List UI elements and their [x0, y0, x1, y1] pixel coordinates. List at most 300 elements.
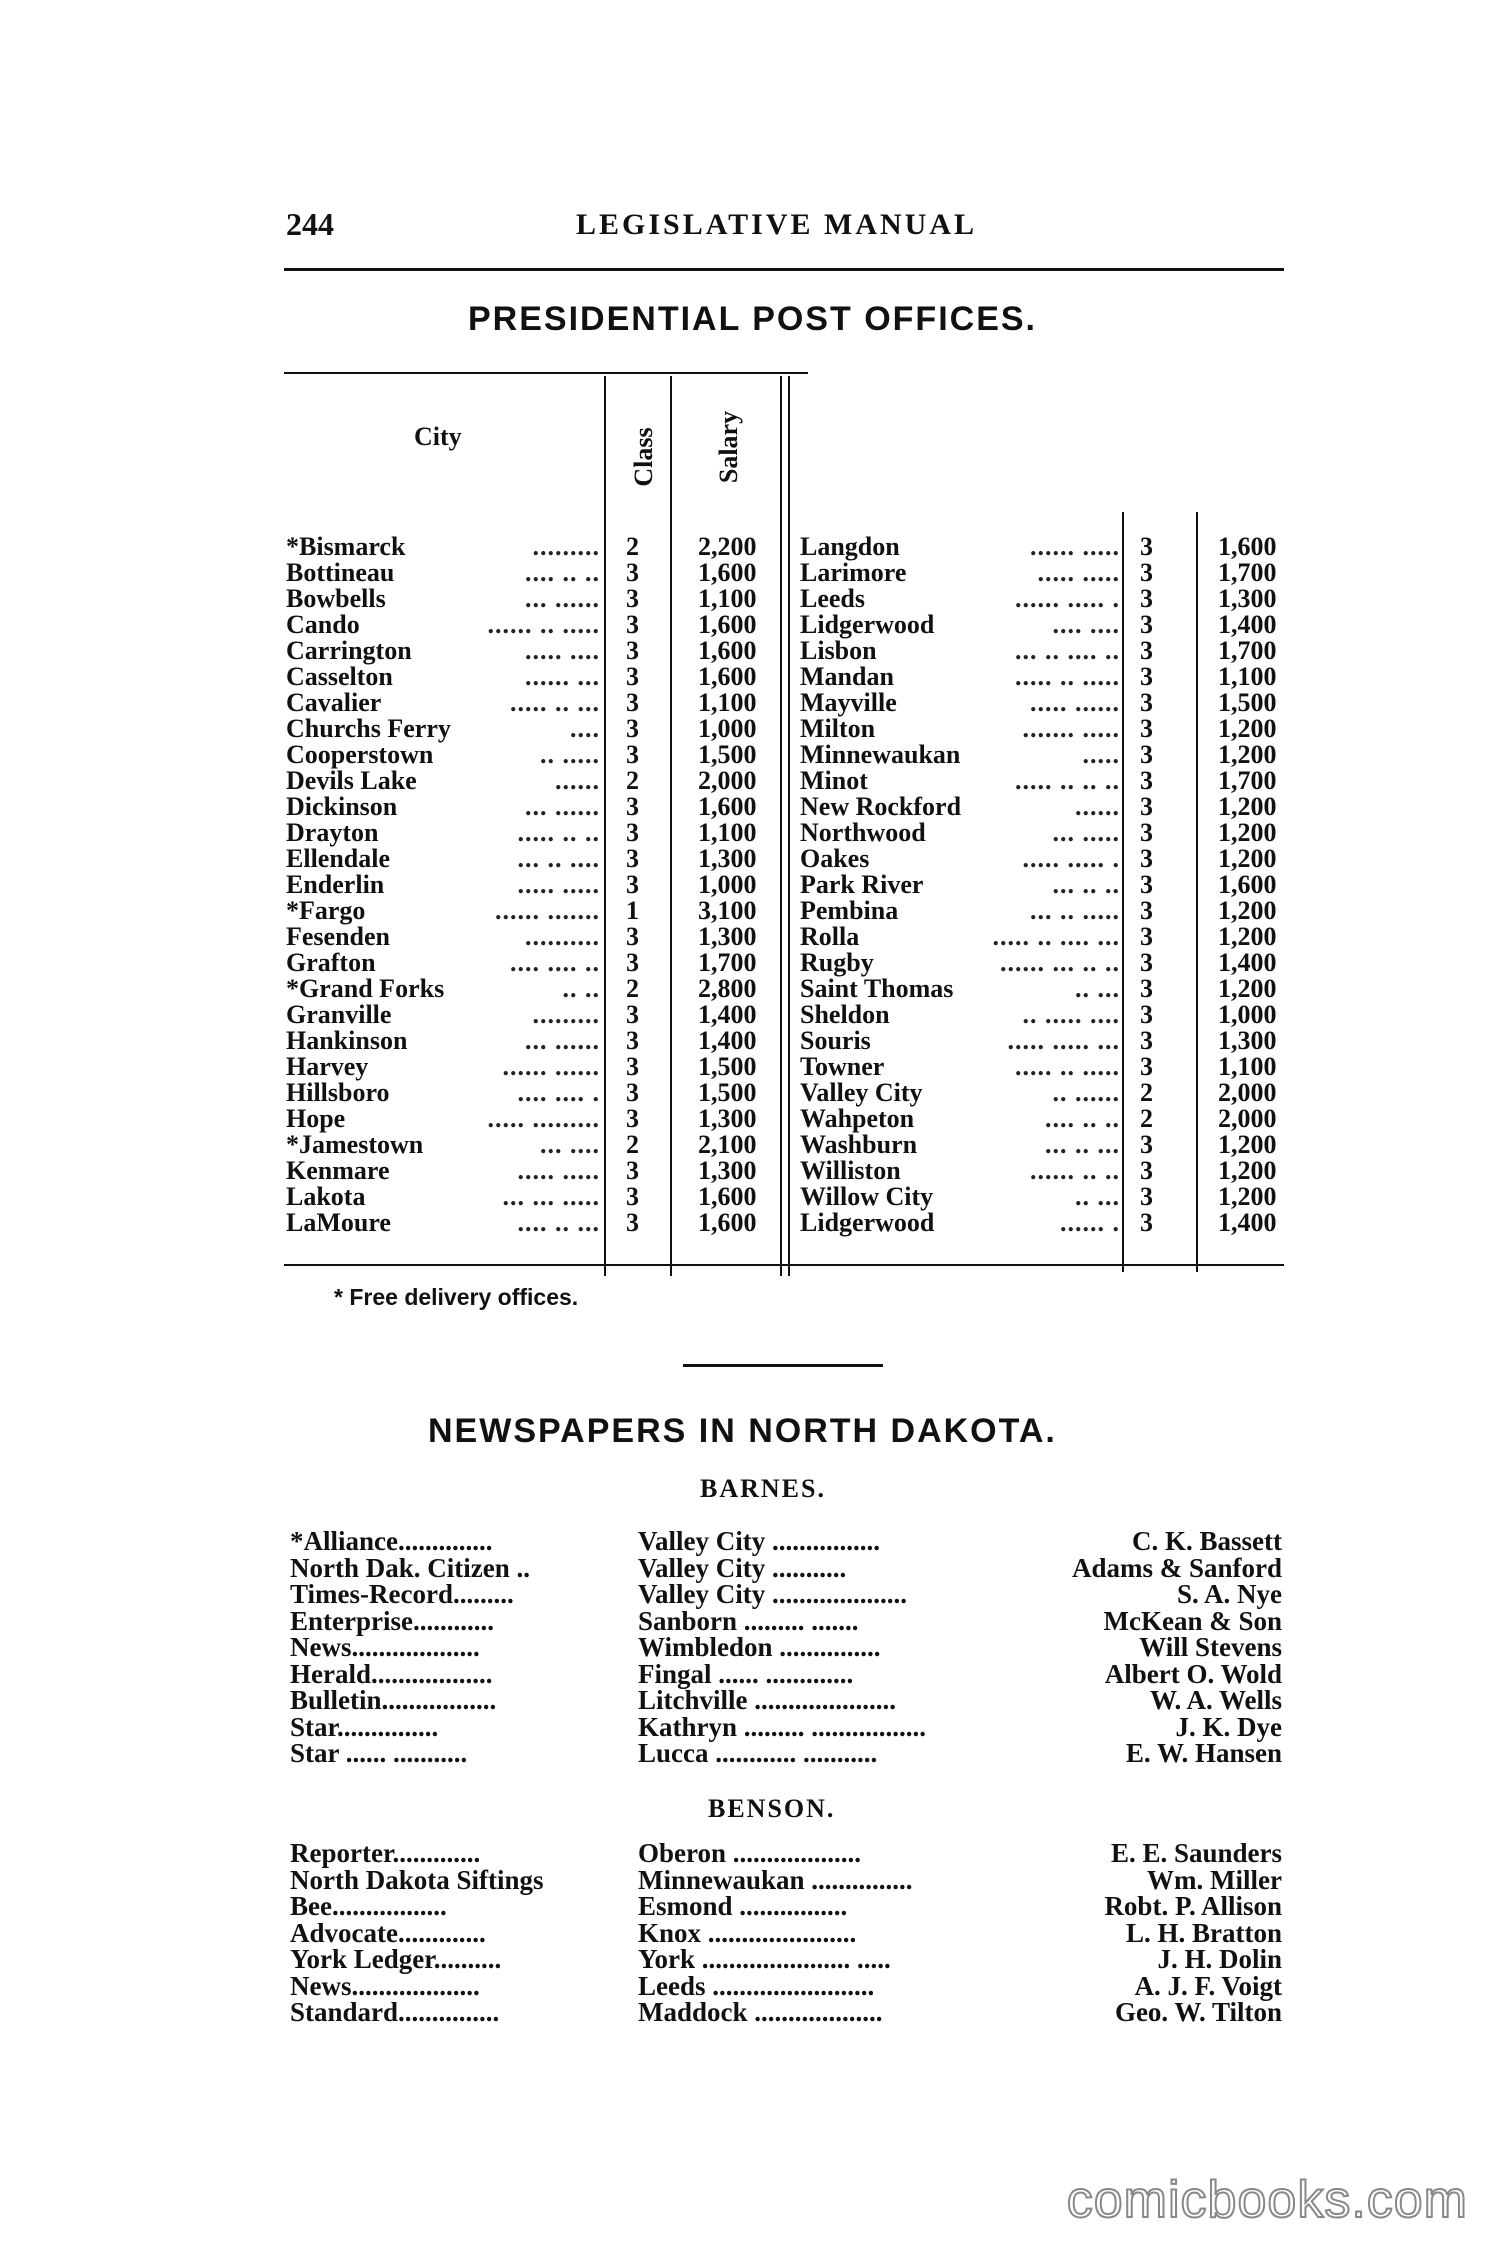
leader-dots: ... .. ..... [1030, 896, 1120, 925]
post-office-row [286, 1158, 786, 1184]
post-office-row [800, 1054, 1284, 1080]
city-name: Park River [800, 870, 924, 899]
city-name: Cavalier [286, 688, 382, 717]
post-office-row [800, 638, 1284, 664]
newspaper-row [290, 1581, 1282, 1608]
newspaper-owner: E. E. Saunders [1110, 1838, 1282, 1868]
class-value: 2 [1140, 1104, 1153, 1133]
leader-dots: .. ... [1075, 1182, 1120, 1211]
post-office-row [286, 1210, 786, 1236]
newspaper-name: News................... [290, 1970, 480, 2001]
salary-value: 1,200 [1218, 1130, 1277, 1159]
newspaper-name: Reporter............. [290, 1838, 481, 1868]
newspaper-town: Leeds ........................ [638, 1970, 875, 2001]
newspaper-name: Herald.................. [290, 1658, 493, 1689]
post-office-row [286, 1106, 786, 1132]
newspaper-name: Standard............... [290, 1997, 500, 2027]
class-value: 3 [1140, 1000, 1153, 1029]
salary-value: 1,100 [1218, 1052, 1277, 1081]
post-office-row [800, 742, 1284, 768]
post-office-row [800, 1184, 1284, 1210]
salary-value: 1,300 [698, 844, 757, 873]
city-name: Milton [800, 714, 876, 743]
newspaper-town: Valley City ........... [638, 1552, 847, 1583]
city-name: Devils Lake [286, 766, 417, 795]
salary-value: 1,000 [698, 714, 757, 743]
salary-value: 1,400 [1218, 948, 1277, 977]
post-office-row [286, 872, 786, 898]
leader-dots: ..... ......... [487, 1104, 600, 1133]
class-value: 3 [1140, 1026, 1153, 1055]
leader-dots: .......... [525, 922, 600, 951]
leader-dots: ..... ...... [1030, 688, 1120, 717]
salary-value: 1,700 [1218, 558, 1277, 587]
leader-dots: .... .... . [517, 1078, 600, 1107]
city-name: Enderlin [286, 870, 385, 899]
newspaper-town: York ...................... ..... [638, 1944, 891, 1974]
class-value: 3 [1140, 766, 1153, 795]
salary-value: 1,400 [1218, 610, 1277, 639]
city-name: Casselton [286, 662, 393, 691]
leader-dots: .. ..... [540, 740, 600, 769]
newspaper-row [290, 1687, 1282, 1714]
leader-dots: ..... ..... . [1022, 844, 1120, 873]
salary-value: 1,200 [1218, 974, 1277, 1003]
leader-dots: ...... ...... [502, 1052, 600, 1081]
newspaper-row [290, 1946, 1282, 1973]
salary-value: 1,600 [698, 1182, 757, 1211]
salary-value: 1,300 [698, 1104, 757, 1133]
post-office-row [286, 1132, 786, 1158]
post-office-row [800, 586, 1284, 612]
class-value: 3 [1140, 558, 1153, 587]
class-value: 3 [626, 1156, 639, 1185]
class-value: 3 [626, 740, 639, 769]
class-value: 2 [626, 974, 639, 1003]
salary-value: 1,200 [1218, 714, 1277, 743]
leader-dots: ...... ... .. .. [1000, 948, 1120, 977]
city-name: *Bismarck [286, 532, 406, 561]
city-name: *Fargo [286, 896, 366, 925]
class-value: 3 [626, 1052, 639, 1081]
class-value: 3 [1140, 922, 1153, 951]
class-value: 3 [1140, 636, 1153, 665]
newspaper-name: North Dak. Citizen .. [290, 1552, 530, 1583]
post-office-row [800, 794, 1284, 820]
class-value: 3 [626, 870, 639, 899]
newspaper-owner: J. H. Dolin [1157, 1944, 1282, 1974]
post-office-row [800, 976, 1284, 1002]
leader-dots: ..... .. .. [517, 818, 600, 847]
post-office-row [286, 768, 786, 794]
city-name: Mandan [800, 662, 894, 691]
newspaper-name: Bulletin................. [290, 1685, 497, 1715]
newspaper-row [290, 1917, 1282, 1948]
leader-dots: ..... .. ..... [1015, 1052, 1120, 1081]
barnes-newspaper-list [290, 1528, 1282, 1767]
table-top-rule [284, 372, 808, 374]
city-name: Pembina [800, 896, 899, 925]
post-office-row [286, 950, 786, 976]
city-name: Lisbon [800, 636, 877, 665]
page-number: 244 [286, 206, 334, 242]
leader-dots: ......... [532, 1000, 600, 1029]
leader-dots: .... .. ... [517, 1208, 600, 1237]
newspaper-owner: Wm. Miller [1147, 1864, 1282, 1895]
post-office-row [800, 690, 1284, 716]
city-name: Minot [800, 766, 868, 795]
newspaper-town: Valley City .................... [638, 1579, 907, 1609]
city-name: Lakota [286, 1182, 366, 1211]
post-office-row [286, 898, 786, 924]
leader-dots: ...... ..... [1030, 532, 1120, 561]
city-name: Dickinson [286, 792, 398, 821]
salary-value: 1,200 [1218, 1182, 1277, 1211]
leader-dots: .. ...... [1052, 1078, 1120, 1107]
post-office-row [286, 1002, 786, 1028]
post-office-row [286, 976, 786, 1002]
city-name: Rolla [800, 922, 860, 951]
salary-value: 1,000 [1218, 1000, 1277, 1029]
salary-value: 1,100 [698, 584, 757, 613]
post-office-row [800, 612, 1284, 638]
salary-value: 1,200 [1218, 896, 1277, 925]
city-name: Ellendale [286, 844, 391, 873]
salary-value: 2,000 [1218, 1078, 1277, 1107]
leader-dots: ... ..... [1052, 818, 1120, 847]
newspaper-name: *Alliance.............. [290, 1526, 493, 1556]
class-value: 2 [626, 766, 639, 795]
newspaper-name: News................... [290, 1632, 480, 1662]
salary-value: 1,400 [698, 1000, 757, 1029]
post-office-row [286, 1184, 786, 1210]
newspaper-row [290, 1634, 1282, 1661]
city-name: Oakes [800, 844, 870, 873]
post-office-row [800, 1080, 1284, 1106]
post-office-row [286, 794, 786, 820]
newspaper-town: Esmond ................ [638, 1891, 848, 1921]
newspaper-row [290, 1864, 1282, 1895]
class-value: 3 [626, 1026, 639, 1055]
salary-value: 3,100 [698, 896, 757, 925]
leader-dots: .... .... [1052, 610, 1120, 639]
leader-dots: ...... ....... [495, 896, 600, 925]
salary-value: 1,100 [1218, 662, 1277, 691]
class-value: 3 [1140, 792, 1153, 821]
newspaper-row [290, 1552, 1282, 1583]
post-office-row [800, 924, 1284, 950]
post-office-row [286, 846, 786, 872]
class-value: 3 [1140, 584, 1153, 613]
city-name: Carrington [286, 636, 412, 665]
newspaper-town: Minnewaukan ............... [638, 1864, 913, 1895]
city-name: Williston [800, 1156, 901, 1185]
salary-value: 1,300 [698, 922, 757, 951]
leader-dots: ... .. .... .. [1015, 636, 1120, 665]
newspaper-owner: McKean & Son [1103, 1605, 1282, 1636]
class-value: 3 [1140, 740, 1153, 769]
class-value: 3 [626, 818, 639, 847]
page-header [286, 206, 1276, 246]
newspaper-name: Star ...... ........... [290, 1738, 468, 1768]
city-name: Bowbells [286, 584, 386, 613]
left-city-list [286, 534, 786, 1236]
salary-value: 1,300 [1218, 1026, 1277, 1055]
salary-value: 1,500 [1218, 688, 1277, 717]
post-office-row [800, 820, 1284, 846]
leader-dots: ...... ... [525, 662, 600, 691]
city-name: Lidgerwood [800, 610, 935, 639]
newspaper-name: Times-Record......... [290, 1579, 514, 1609]
leader-dots: ..... .... [525, 636, 600, 665]
post-office-row [286, 742, 786, 768]
class-value: 3 [1140, 818, 1153, 847]
leader-dots: .. .. [562, 974, 600, 1003]
newspaper-town: Fingal ...... ............. [638, 1658, 854, 1689]
leader-dots: ...... [555, 766, 600, 795]
table-bottom-rule [284, 1264, 1284, 1266]
class-value: 1 [626, 896, 639, 925]
leader-dots: ... .. .... [517, 844, 600, 873]
city-name: Willow City [800, 1182, 934, 1211]
class-value: 3 [1140, 844, 1153, 873]
city-name: Lidgerwood [800, 1208, 935, 1237]
newspaper-row [290, 1740, 1282, 1767]
newspaper-row [290, 1711, 1282, 1742]
city-name: Valley City [800, 1078, 923, 1107]
salary-value: 1,200 [1218, 818, 1277, 847]
newspaper-town: Kathryn ......... ................. [638, 1711, 927, 1742]
post-office-row [286, 612, 786, 638]
post-office-row [800, 1028, 1284, 1054]
salary-value: 1,200 [1218, 844, 1277, 873]
newspaper-row [290, 1658, 1282, 1689]
city-name: Leeds [800, 584, 865, 613]
newspaper-owner: Albert O. Wold [1104, 1658, 1282, 1689]
newspaper-name: Star............... [290, 1711, 439, 1742]
leader-dots: ...... ..... . [1015, 584, 1120, 613]
newspaper-name: Advocate............. [290, 1917, 486, 1948]
class-value: 3 [626, 584, 639, 613]
newspaper-town: Maddock ................... [638, 1997, 883, 2027]
class-value: 3 [626, 1182, 639, 1211]
newspaper-town: Sanborn ......... ....... [638, 1605, 859, 1636]
leader-dots: ...... .. .. [1030, 1156, 1120, 1185]
leader-dots: ... ...... [525, 1026, 600, 1055]
county-heading-benson: BENSON. [708, 1794, 836, 1823]
leader-dots: ..... ..... [517, 1156, 600, 1185]
newspaper-owner: L. H. Bratton [1125, 1917, 1282, 1948]
class-value: 3 [1140, 1052, 1153, 1081]
post-office-row [286, 1054, 786, 1080]
post-offices-table [284, 372, 1284, 1252]
city-name: Towner [800, 1052, 885, 1081]
salary-value: 1,200 [1218, 740, 1277, 769]
leader-dots: ..... ..... ... [1007, 1026, 1120, 1055]
class-value: 3 [1140, 688, 1153, 717]
post-office-row [286, 716, 786, 742]
salary-value: 2,200 [698, 532, 757, 561]
leader-dots: ... .. ... [1045, 1130, 1120, 1159]
post-office-row [286, 924, 786, 950]
post-office-row [286, 560, 786, 586]
leader-dots: ... .. .. [1052, 870, 1120, 899]
salary-value: 1,000 [698, 870, 757, 899]
salary-value: 2,100 [698, 1130, 757, 1159]
city-name: *Grand Forks [286, 974, 445, 1003]
newspaper-owner: Geo. W. Tilton [1114, 1997, 1282, 2027]
class-value: 3 [626, 714, 639, 743]
leader-dots: ... ...... [525, 792, 600, 821]
class-value: 2 [626, 1130, 639, 1159]
class-value: 3 [1140, 532, 1153, 561]
salary-value: 1,200 [1218, 922, 1277, 951]
post-office-row [800, 950, 1284, 976]
salary-value: 1,600 [1218, 870, 1277, 899]
post-office-row [286, 1080, 786, 1106]
footnote: * Free delivery offices. [334, 1284, 579, 1310]
newspaper-town: Valley City ................ [638, 1526, 880, 1556]
post-office-row [286, 690, 786, 716]
class-value: 3 [626, 688, 639, 717]
salary-value: 1,700 [1218, 766, 1277, 795]
leader-dots: ..... [1082, 740, 1120, 769]
class-value: 3 [626, 1000, 639, 1029]
post-office-row [800, 664, 1284, 690]
city-name: Cando [286, 610, 360, 639]
city-name: Kenmare [286, 1156, 390, 1185]
salary-value: 1,200 [1218, 792, 1277, 821]
newspaper-name: Enterprise............ [290, 1605, 494, 1636]
newspaper-row [290, 1605, 1282, 1636]
class-value: 3 [626, 1208, 639, 1237]
leader-dots: ... ... ..... [502, 1182, 600, 1211]
newspaper-owner: S. A. Nye [1176, 1579, 1282, 1609]
newspaper-owner: J. K. Dye [1175, 1711, 1282, 1742]
class-value: 3 [626, 792, 639, 821]
post-office-row [800, 898, 1284, 924]
city-name: *Jamestown [286, 1130, 424, 1159]
city-name: Larimore [800, 558, 907, 587]
newspaper-town: Knox ...................... [638, 1917, 857, 1948]
class-value: 3 [626, 1104, 639, 1133]
city-column-header: City [414, 422, 462, 451]
leader-dots: ...... [1075, 792, 1120, 821]
newspaper-town: Litchville ..................... [638, 1685, 896, 1715]
class-value: 3 [1140, 974, 1153, 1003]
salary-value: 1,400 [1218, 1208, 1277, 1237]
newspaper-row [290, 1528, 1282, 1555]
newspaper-town: Wimbledon ............... [638, 1632, 881, 1662]
salary-value: 1,300 [1218, 584, 1277, 613]
leader-dots: ..... .. ... [510, 688, 600, 717]
class-value: 3 [1140, 948, 1153, 977]
class-value: 3 [1140, 1156, 1153, 1185]
post-office-row [800, 872, 1284, 898]
newspaper-owner: Robt. P. Allison [1104, 1891, 1282, 1921]
class-value: 3 [1140, 896, 1153, 925]
newspapers-title: NEWSPAPERS IN NORTH DAKOTA. [428, 1412, 1057, 1450]
leader-dots: .. ..... .... [1022, 1000, 1120, 1029]
class-value: 3 [626, 610, 639, 639]
post-office-row [800, 1002, 1284, 1028]
salary-value: 1,600 [698, 662, 757, 691]
post-office-row [800, 1158, 1284, 1184]
leader-dots: ..... ..... [1037, 558, 1120, 587]
newspaper-owner: Will Stevens [1139, 1632, 1282, 1662]
class-value: 3 [626, 1078, 639, 1107]
city-name: Fesenden [286, 922, 390, 951]
class-value: 2 [626, 532, 639, 561]
salary-value: 2,000 [1218, 1104, 1277, 1133]
class-value: 3 [1140, 1182, 1153, 1211]
leader-dots: .... .. .. [525, 558, 600, 587]
city-name: Sheldon [800, 1000, 890, 1029]
salary-value: 1,200 [1218, 1156, 1277, 1185]
class-value: 3 [626, 948, 639, 977]
watermark: comicbooks.com [1066, 2171, 1468, 2229]
class-value: 3 [1140, 870, 1153, 899]
post-office-row [286, 638, 786, 664]
salary-value: 1,300 [698, 1156, 757, 1185]
city-name: Churchs Ferry [286, 714, 451, 743]
post-office-row [286, 534, 786, 560]
class-value: 3 [1140, 610, 1153, 639]
leader-dots: ..... .. .... ... [992, 922, 1120, 951]
salary-value: 1,500 [698, 740, 757, 769]
class-value: 3 [1140, 1130, 1153, 1159]
city-name: Langdon [800, 532, 900, 561]
class-value: 3 [626, 662, 639, 691]
salary-value: 1,700 [1218, 636, 1277, 665]
leader-dots: ... ...... [525, 584, 600, 613]
leader-dots: .... .... .. [510, 948, 600, 977]
salary-value: 1,600 [698, 636, 757, 665]
salary-value: 1,700 [698, 948, 757, 977]
newspaper-owner: W. A. Wells [1149, 1685, 1282, 1715]
class-value: 3 [1140, 662, 1153, 691]
post-office-row [800, 534, 1284, 560]
city-name: Washburn [800, 1130, 918, 1159]
newspaper-name: Bee................. [290, 1891, 447, 1921]
salary-value: 1,100 [698, 818, 757, 847]
header-rule [284, 268, 1284, 271]
city-name: Hope [286, 1104, 346, 1133]
salary-value: 2,000 [698, 766, 757, 795]
city-name: Minnewaukan [800, 740, 961, 769]
leader-dots: .... [570, 714, 600, 743]
city-name: LaMoure [286, 1208, 391, 1237]
class-value: 3 [1140, 1208, 1153, 1237]
salary-column-header: Salary [714, 410, 743, 484]
newspaper-name: York Ledger.......... [290, 1944, 502, 1974]
city-name: New Rockford [800, 792, 962, 821]
newspaper-row [290, 1999, 1282, 2026]
class-value: 2 [1140, 1078, 1153, 1107]
right-city-list [800, 534, 1284, 1236]
city-name: Drayton [286, 818, 379, 847]
post-office-row [800, 1132, 1284, 1158]
salary-value: 1,500 [698, 1052, 757, 1081]
post-office-row [800, 1106, 1284, 1132]
post-office-row [800, 716, 1284, 742]
leader-dots: ...... .. ..... [487, 610, 600, 639]
leader-dots: ..... .. .. .. [1015, 766, 1120, 795]
city-name: Cooperstown [286, 740, 434, 769]
salary-value: 1,400 [698, 1026, 757, 1055]
city-name: Rugby [800, 948, 874, 977]
class-value: 3 [1140, 714, 1153, 743]
